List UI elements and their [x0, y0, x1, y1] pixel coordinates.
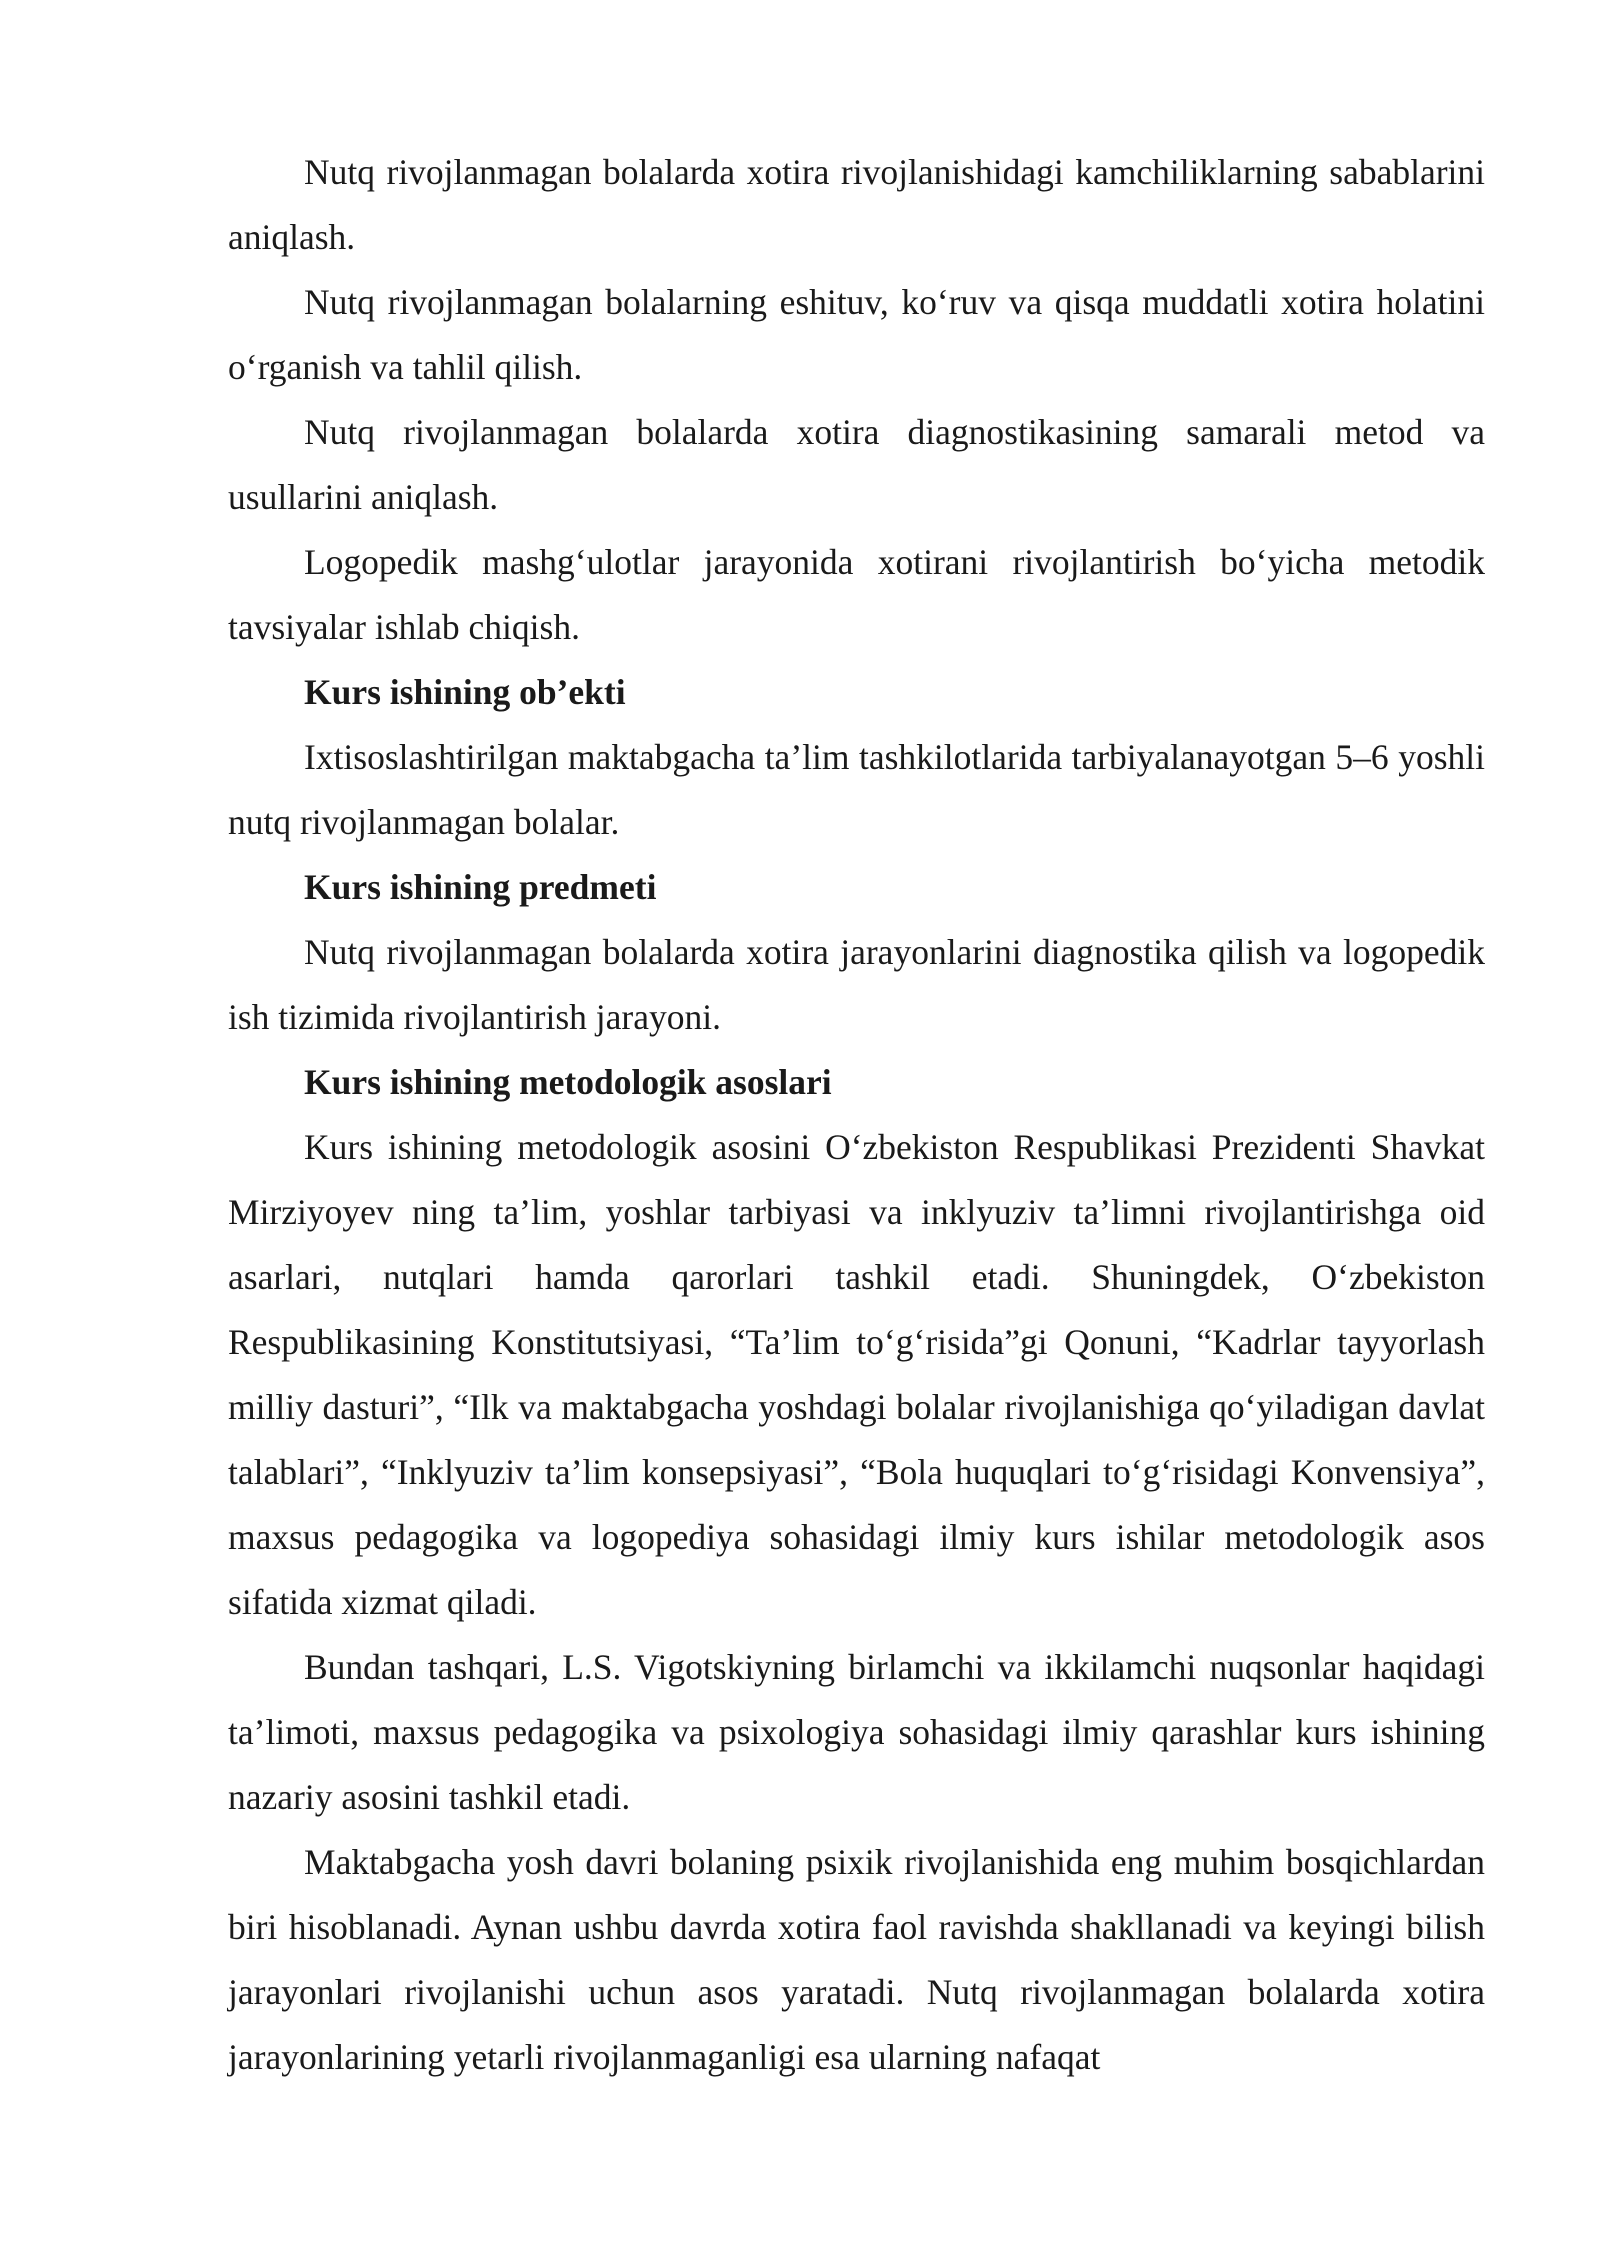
methodology-paragraph: Kurs ishining metodologik asosini O‘zbekiston Respublikasi Prezidenti Shavkat Mirziyoyev ning ta’lim, yoshlar tarbiyasi va inklyuziv ta’limni rivojlantirishga oid asarlari, nutqlari hamda qarorlari tashkil etadi. Shuningdek, O‘zbekiston Respublikasining Konstitutsiyasi, “Ta’lim to‘g‘risida”gi Qonuni, “Kadrlar tayyorlash milliy dasturi”, “Ilk va maktabgacha yoshdagi bolalar rivojlanishiga qo‘yiladigan davlat talablari”, “Inklyuziv ta’lim konsepsiyasi”, “Bola huquqlari to‘g‘risidagi Konvensiya”, maxsus pedagogika va logopediya sohasidagi ilmiy kurs ishilar metodologik asos sifatida xizmat qiladi. — [228, 1127, 1485, 1622]
task-paragraph-4: Logopedik mashg‘ulotlar jarayonida xotirani rivojlantirish bo‘yicha metodik tavsiyalar ishlab chiqish. — [228, 542, 1485, 647]
theory-paragraph: Bundan tashqari, L.S. Vigotskiyning birlamchi va ikkilamchi nuqsonlar haqidagi ta’limoti, maxsus pedagogika va psixologiya sohasidagi ilmiy qarashlar kurs ishining nazariy asosini tashkil etadi. — [228, 1647, 1485, 1817]
object-paragraph: Ixtisoslashtirilgan maktabgacha ta’lim tashkilotlarida tarbiyalanayotgan 5–6 yoshli nutq rivojlanmagan bolalar. — [228, 737, 1485, 842]
task-paragraph-2: Nutq rivojlanmagan bolalarning eshituv, ko‘ruv va qisqa muddatli xotira holatini o‘rganish va tahlil qilish. — [228, 282, 1485, 387]
task-paragraph-3: Nutq rivojlanmagan bolalarda xotira diagnostikasining samarali metod va usullarini aniqlash. — [228, 412, 1485, 517]
task-paragraph-1: Nutq rivojlanmagan bolalarda xotira rivojlanishidagi kamchiliklarning sabablarini aniqlash. — [228, 152, 1485, 257]
methodology-heading: Kurs ishining metodologik asoslari — [304, 1062, 832, 1102]
subject-paragraph: Nutq rivojlanmagan bolalarda xotira jarayonlarini diagnostika qilish va logopedik ish tizimida rivojlantirish jarayoni. — [228, 932, 1485, 1037]
document-body — [228, 140, 1485, 2090]
object-heading: Kurs ishining ob’ekti — [304, 672, 626, 712]
preschool-paragraph: Maktabgacha yosh davri bolaning psixik rivojlanishida eng muhim bosqichlardan biri hisoblanadi. Aynan ushbu davrda xotira faol ravishda shakllanadi va keyingi bilish jarayonlari rivojlanishi uchun asos yaratadi. Nutq rivojlanmagan bolalarda xotira jarayonlarining yetarli rivojlanmaganligi esa ularning nafaqat — [228, 1842, 1485, 2077]
subject-heading: Kurs ishining predmeti — [304, 867, 657, 907]
